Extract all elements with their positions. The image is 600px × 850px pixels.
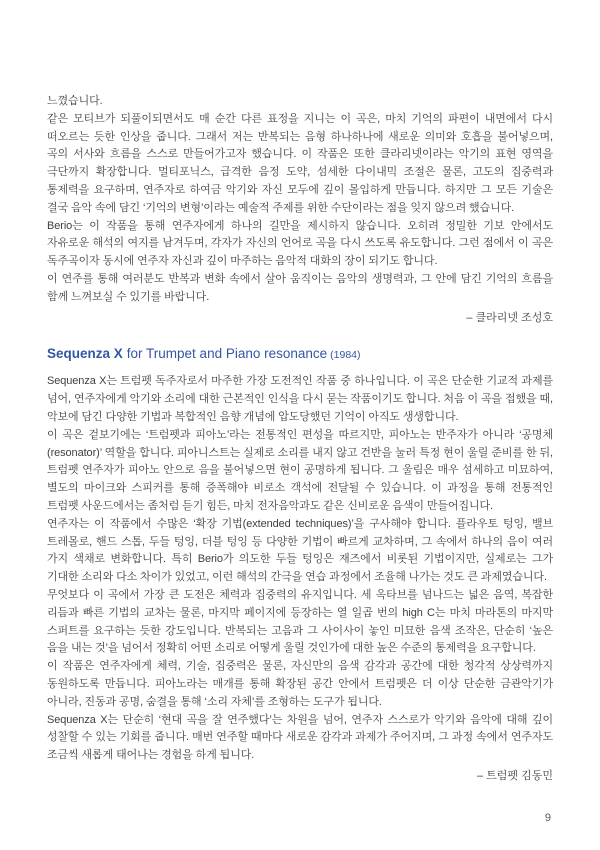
trumpet-signature: – 트럼펫 김동민 bbox=[477, 769, 553, 782]
page-number: 9 bbox=[544, 812, 551, 824]
paragraph: 이 연주를 통해 여러분도 반복과 변화 속에서 살아 움직이는 음악의 생명력과, 그 안에 담긴 기억의 흐름을 함께 느껴보실 수 있기를 바랍니다. bbox=[47, 272, 553, 303]
piece-title-subtitle: for Trumpet and Piano resonance bbox=[126, 346, 328, 362]
paragraph: 연주자는 이 작품에서 수많은 ‘확장 기법(extended techniques)’을 구사해야 합니다. 플라우토 텅잉, 밸브 트레몰로, 핸드 스톱, 두들 텅잉, 더블 텅잉 등 다양한 기법이 빠르게 교차하며, 그 속에서 하나의 음이 여러 가지 색채로 변화합니다. 특히 Berio가 의도한 두들 텅잉은 재즈에서 비롯된 기법이지만, 실제로는 그가 기대한 소리와 다소 차이가 있었고, 이런 해석의 간극을 연습 과정에서 조율해 나가는 것도 큰 과제였습니다. bbox=[47, 517, 553, 584]
paragraph: 이 곡은 겉보기에는 ‘트럼펫과 피아노’라는 전통적인 편성을 따르지만, 피아노는 반주자가 아니라 ‘공명체(resonator)’ 역할을 합니다. 피아니스트는 실제로 소리를 내지 않고 건반을 눌러 특정 현이 울릴 준비를 한 뒤, 트럼펫 연주자가 피아노 안으로 음을 불어넣으면 현이 공명하게 됩니다. 그 울림은 매우 섬세하고 미묘하여, 별도의 마이크와 스피커를 통해 증폭해야 비로소 객석에 전달될 수 있습니다. 이 과정을 통해 전통적인 트럼펫 사운드에서는 좀처럼 듣기 힘든, 마치 전자음악과도 같은 신비로운 음색이 만들어집니다. bbox=[47, 428, 553, 512]
clarinet-signature: – 클라리넷 조성호 bbox=[466, 311, 553, 324]
piece-title-name: Sequenza X bbox=[47, 346, 123, 362]
paragraph: Sequenza X는 트럼펫 독주자로서 마주한 가장 도전적인 작품 중 하나입니다. 이 곡은 단순한 기교적 과제를 넘어, 연주자에게 악기와 소리에 대한 근본적인 인식을 다시 묻는 작품이기도 합니다. 처음 이 곡을 접했을 때, 악보에 담긴 다양한 기법과 복합적인 음향 개념에 압도당했던 기억이 아직도 생생합니다. bbox=[47, 375, 553, 423]
paragraph: Berio는 이 작품을 통해 연주자에게 하나의 길만을 제시하지 않습니다. 오히려 정밀한 기보 안에서도 자유로운 해석의 여지를 남겨두며, 각자가 자신의 언어로 곡을 다시 쓰도록 유도합니다. 그런 점에서 이 곡은 독주곡이자 동시에 연주자 자신과 깊이 마주하는 음악적 대화의 장이 되기도 합니다. bbox=[47, 219, 553, 268]
paragraph: 무엇보다 이 곡에서 가장 큰 도전은 체력과 집중력의 유지입니다. 세 옥타브를 넘나드는 넓은 음역, 복잡한 리듬과 빠른 기법의 교차는 물론, 마지막 페이지에 등장하는 열 일곱 번의 high C는 마치 마라톤의 마지막 스퍼트를 요구하는 듯한 강도입니다. 반복되는 고음과 그 사이사이 놓인 미묘한 음색 조작은, 단순히 ‘높은 음을 내는 것’을 넘어서 정확히 어떤 소리로 어떻게 울릴 것인가에 대한 높은 수준의 통제력을 요구합니다. bbox=[47, 588, 553, 655]
piece-title-year: (1984) bbox=[330, 349, 361, 362]
paragraph: 같은 모티브가 되풀이되면서도 매 순간 다른 표정을 지니는 이 곡은, 마치 기억의 파편이 내면에서 다시 떠오르는 듯한 인상을 줍니다. 그래서 저는 반복되는 음형 하나하나에 새로운 의미와 호흡을 불어넣으며, 곡의 서사와 흐름을 스스로 만들어가고자 했습니다. 이 작품은 또한 클라리넷이라는 악기의 표현 영역을 극단까지 확장합니다. 멀티포닉스, 급격한 음정 도약, 섬세한 다이내믹 조절은 물론, 고도의 집중력과 통제력을 요구하며, 연주자로 하여금 악기와 자신 모두에 깊이 몰입하게 만듭니다. 하지만 그 모든 기술은 결국 음악 속에 담긴 ‘기억의 변형’이라는 예술적 주제를 위한 수단이라는 점을 잊지 않으려 했습니다. bbox=[47, 112, 553, 214]
paragraph: 이 작품은 연주자에게 체력, 기술, 집중력은 물론, 자신만의 음색 감각과 공간에 대한 청각적 상상력까지 동원하도록 만듭니다. 피아노라는 매개를 통해 확장된 공간 안에서 트럼펫은 더 이상 단순한 금관악기가 아니라, 진동과 공명, 숨결을 통해 ‘소리 자체’를 조형하는 도구가 됩니다. bbox=[47, 660, 553, 708]
sequenza-note-section bbox=[47, 344, 553, 785]
clarinet-note-section bbox=[47, 93, 553, 327]
paragraph: 느꼈습니다. bbox=[47, 95, 103, 107]
paragraph: Sequenza X는 단순히 ‘현대 곡을 잘 연주했다’는 차원을 넘어, 연주자 스스로가 악기와 음악에 대해 깊이 성찰할 수 있는 기회를 줍니다. 매번 연주할 때마다 새로운 감각과 과제가 주어지며, 그 과정 속에서 연주자도 조금씩 새롭게 태어나는 경험을 하게 됩니다. bbox=[47, 713, 553, 762]
piece-title bbox=[47, 344, 553, 365]
